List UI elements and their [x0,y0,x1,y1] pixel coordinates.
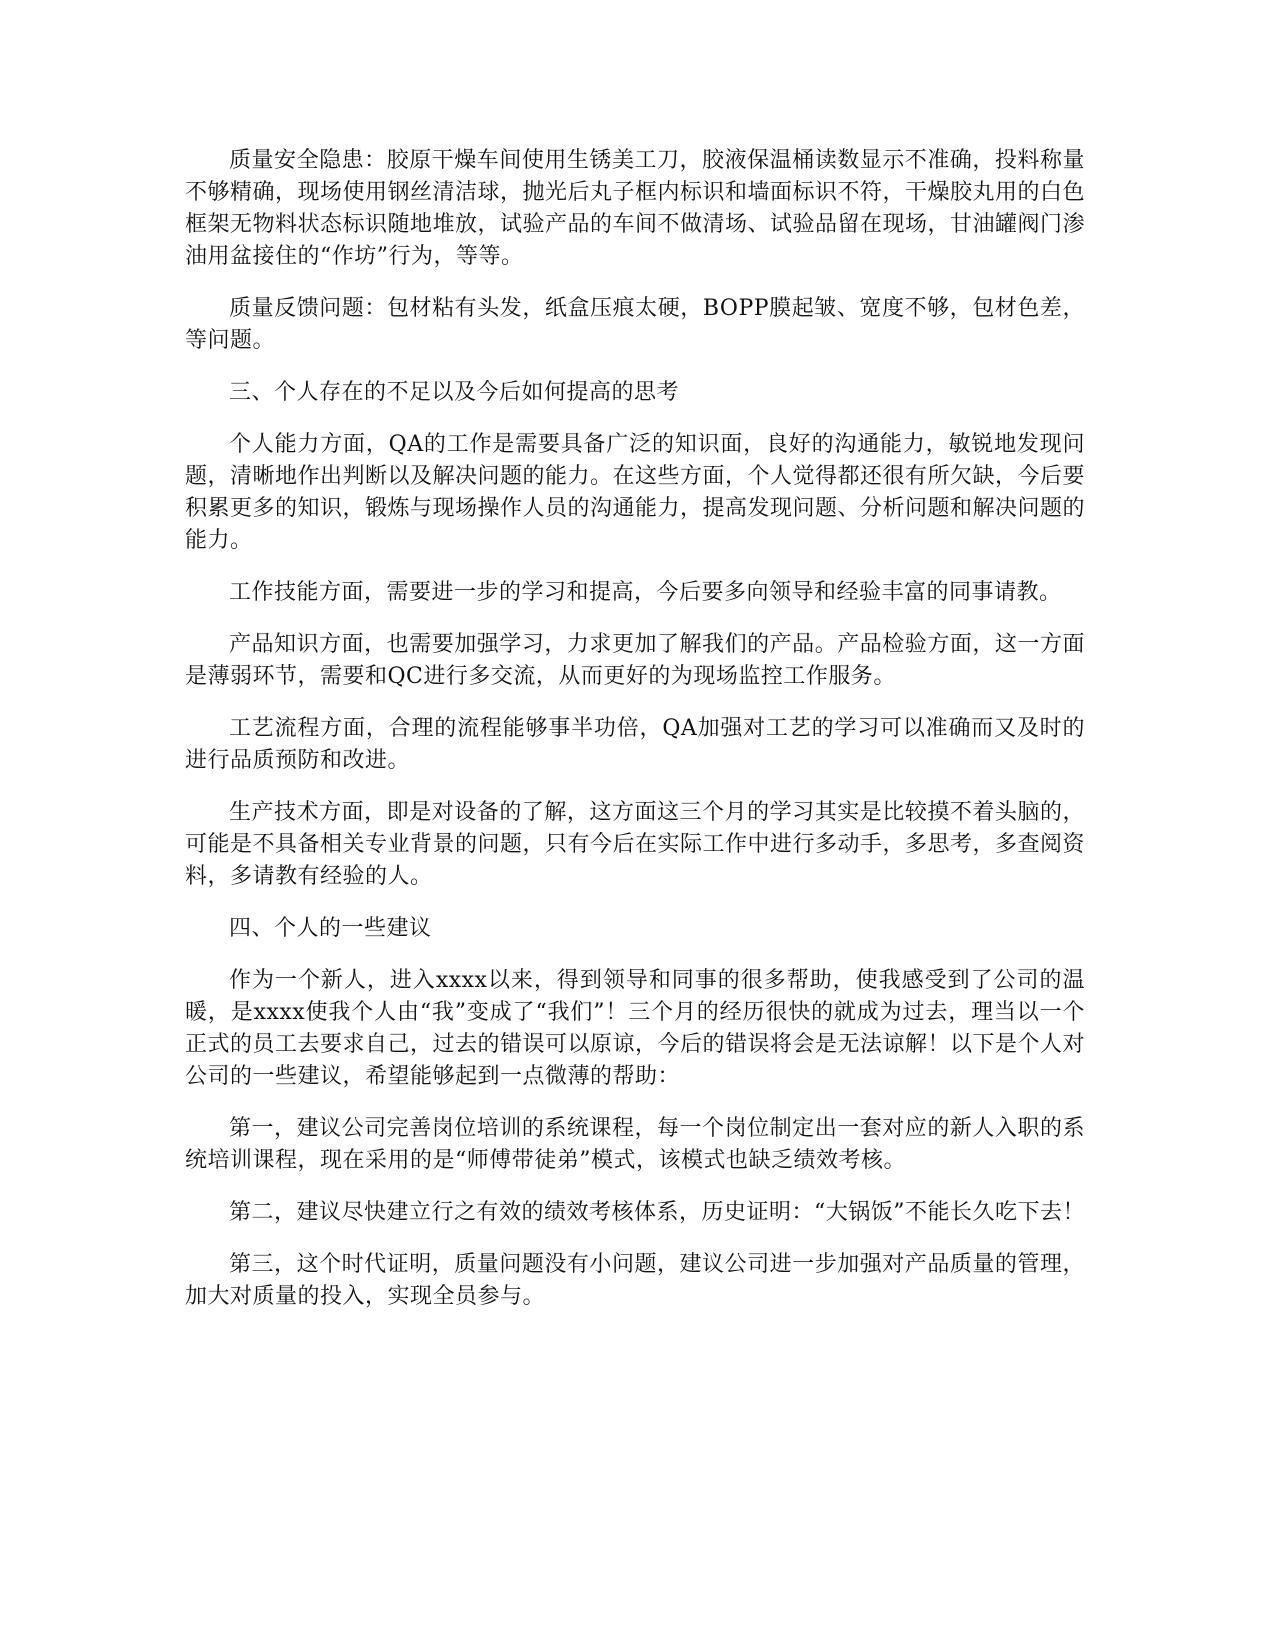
paragraph-suggestion-1: 第一，建议公司完善岗位培训的系统课程，每一个岗位制定出一套对应的新人入职的系统培训课程，现在采用的是“师傅带徒弟”模式，该模式也缺乏绩效考核。 [185,1116,1085,1173]
document-body [185,145,1085,1333]
paragraph-suggestion-2: 第二，建议尽快建立行之有效的绩效考核体系，历史证明：“大锅饭”不能长久吃下去！ [229,1200,1085,1225]
paragraph-work-skills: 工作技能方面，需要进一步的学习和提高，今后要多向领导和经验丰富的同事请教。 [229,580,1062,605]
paragraph-quality-safety-hazards: 质量安全隐患：胶原干燥车间使用生锈美工刀，胶液保温桶读数显示不准确，投料称量不够精确，现场使用钢丝清洁球，抛光后丸子框内标识和墙面标识不符，干燥胶丸用的白色框架无物料状态标识随地堆放，试验产品的车间不做清场、试验品留在现场，甘油罐阀门渗油用盆接住的“作坊”行为，等等。 [185,148,1086,269]
paragraph-production-technology: 生产技术方面，即是对设备的了解，这方面这三个月的学习其实是比较摸不着头脑的，可能是不具备相关专业背景的问题，只有今后在实际工作中进行多动手，多思考，多查阅资料，多请教有经验的人。 [185,800,1086,889]
paragraph-personal-ability: 个人能力方面，QA的工作是需要具备广泛的知识面，良好的沟通能力，敏锐地发现问题，清晰地作出判断以及解决问题的能力。在这些方面，个人觉得都还很有所欠缺，今后要积累更多的知识，锻炼与现场操作人员的沟通能力，提高发现问题、分析问题和解决问题的能力。 [185,432,1086,553]
paragraph-process-flow: 工艺流程方面，合理的流程能够事半功倍，QA加强对工艺的学习可以准确而又及时的进行品质预防和改进。 [185,716,1085,773]
paragraph-suggestion-3: 第三，这个时代证明，质量问题没有小问题，建议公司进一步加强对产品质量的管理，加大对质量的投入，实现全员参与。 [185,1252,1085,1309]
section-heading-3: 三、个人存在的不足以及今后如何提高的思考 [229,380,680,405]
paragraph-quality-feedback: 质量反馈问题：包材粘有头发，纸盒压痕太硬，BOPP膜起皱、宽度不够，包材色差，等问题。 [185,296,1085,353]
paragraph-new-employee: 作为一个新人，进入xxxx以来，得到领导和同事的很多帮助，使我感受到了公司的温暖，是xxxx使我个人由“我”变成了“我们”！三个月的经历很快的就成为过去，理当以一个正式的员工去要求自己，过去的错误可以原谅，今后的错误将会是无法谅解！以下是个人对公司的一些建议，希望能够起到一点微薄的帮助： [185,968,1086,1089]
paragraph-product-knowledge: 产品知识方面，也需要加强学习，力求更加了解我们的产品。产品检验方面，这一方面是薄弱环节，需要和QC进行多交流，从而更好的为现场监控工作服务。 [185,632,1085,689]
section-heading-4: 四、个人的一些建议 [229,916,432,941]
